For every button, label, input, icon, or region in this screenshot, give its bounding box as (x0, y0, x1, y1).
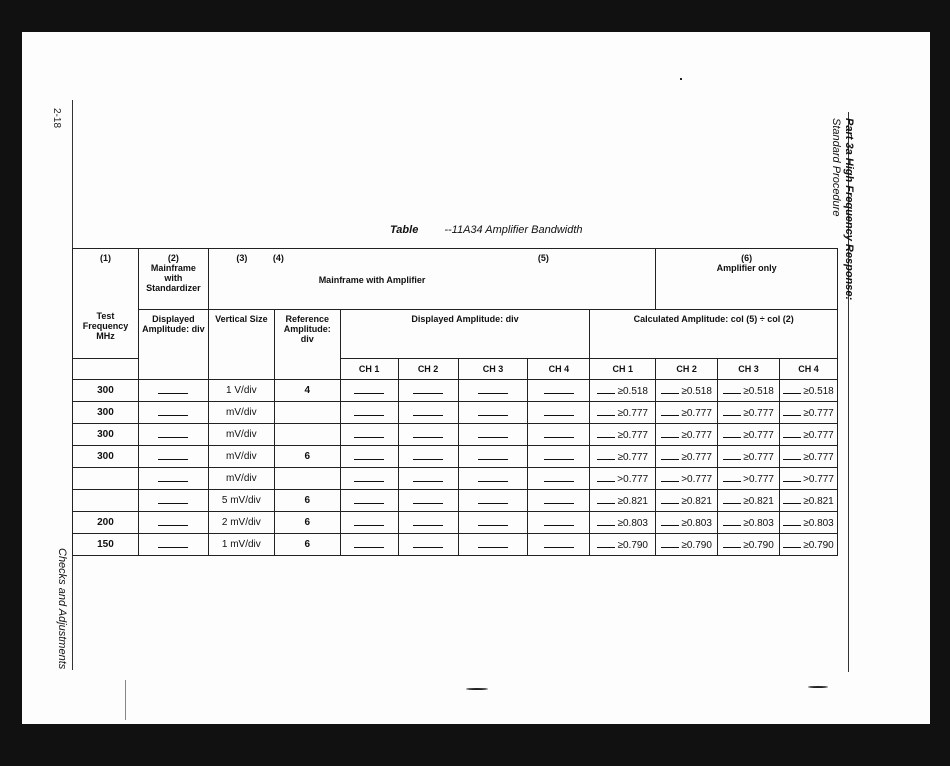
ch3-cell (458, 380, 528, 402)
std-amplitude-cell (138, 446, 208, 468)
calc-ch2-cell: ≥0.777 (656, 446, 718, 468)
calc-ch1-cell: ≥0.790 (590, 534, 656, 556)
table-row (73, 380, 838, 402)
scan-speck (466, 688, 488, 690)
std-amplitude-cell (138, 424, 208, 446)
section-title-main: Part 3a High Frequency Response: (843, 118, 855, 301)
ch3-cell (458, 490, 528, 512)
reference-cell (274, 424, 340, 446)
table-row (73, 490, 838, 512)
calc-ch4-cell: >0.777 (780, 468, 838, 490)
calc-ch1-header: CH 1 (590, 359, 656, 380)
calc-ch2-cell: ≥0.790 (656, 534, 718, 556)
ch1-cell (340, 490, 398, 512)
page-number: 2-18 (51, 108, 62, 129)
std-amplitude-cell (138, 490, 208, 512)
ch2-cell (398, 424, 458, 446)
bandwidth-table (72, 248, 838, 556)
ch3-cell (458, 512, 528, 534)
vertical-size-cell: mV/div (208, 402, 274, 424)
col5-label-header: Displayed Amplitude: div (340, 310, 590, 359)
vertical-size-cell: mV/div (208, 468, 274, 490)
section-title-sub: Standard Procedure (830, 118, 842, 217)
calc-ch4-cell: ≥0.821 (780, 490, 838, 512)
calc-ch3-cell: ≥0.803 (718, 512, 780, 534)
mainframe-group-header: (3) (4) (5) Mainframe with Amplifier (208, 249, 655, 310)
calc-ch1-cell: ≥0.821 (590, 490, 656, 512)
reference-cell: 6 (274, 534, 340, 556)
col6-title-header: (6) Amplifier only (656, 249, 838, 310)
ch1-cell (340, 446, 398, 468)
calc-ch1-cell: >0.777 (590, 468, 656, 490)
calc-ch4-cell: ≥0.777 (780, 446, 838, 468)
col3-label-header: Vertical Size (208, 310, 274, 380)
std-amplitude-cell (138, 534, 208, 556)
freq-cell (73, 490, 139, 512)
col2-label-header: Displayed Amplitude: div (138, 310, 208, 380)
reference-cell: 4 (274, 380, 340, 402)
vertical-size-cell: 5 mV/div (208, 490, 274, 512)
calc-ch2-cell: ≥0.518 (656, 380, 718, 402)
calc-ch2-header: CH 2 (656, 359, 718, 380)
freq-cell: 150 (73, 534, 139, 556)
calc-ch2-cell: ≥0.777 (656, 424, 718, 446)
ch4-cell (528, 490, 590, 512)
ch2-cell (398, 380, 458, 402)
ch4-cell (528, 424, 590, 446)
col1-header: (1) Test Frequency MHz (73, 249, 139, 359)
table-row (73, 534, 838, 556)
calc-ch4-cell: ≥0.777 (780, 402, 838, 424)
table-row (73, 512, 838, 534)
calc-ch2-cell: ≥0.821 (656, 490, 718, 512)
ch4-cell (528, 446, 590, 468)
freq-cell (73, 468, 139, 490)
reference-cell (274, 402, 340, 424)
reference-cell (274, 468, 340, 490)
vertical-size-cell: 2 mV/div (208, 512, 274, 534)
freq-cell: 300 (73, 402, 139, 424)
ch3-cell (458, 534, 528, 556)
caption-label: Table (390, 224, 419, 236)
scan-speck (808, 686, 828, 688)
calc-ch3-cell: ≥0.777 (718, 402, 780, 424)
calc-ch1-cell: ≥0.777 (590, 424, 656, 446)
calc-ch3-cell: >0.777 (718, 468, 780, 490)
table-row (73, 402, 838, 424)
std-amplitude-cell (138, 512, 208, 534)
std-amplitude-cell (138, 380, 208, 402)
ch3-cell (458, 468, 528, 490)
freq-cell: 300 (73, 424, 139, 446)
calc-ch2-cell: ≥0.777 (656, 402, 718, 424)
calc-ch4-cell: ≥0.518 (780, 380, 838, 402)
std-amplitude-cell (138, 402, 208, 424)
std-amplitude-cell (138, 468, 208, 490)
ch4-cell (528, 534, 590, 556)
ch1-cell (340, 424, 398, 446)
calc-ch3-cell: ≥0.777 (718, 424, 780, 446)
ch1-cell (340, 468, 398, 490)
ch2-cell (398, 534, 458, 556)
ch1-cell (340, 402, 398, 424)
table-row (73, 424, 838, 446)
ch4-cell (528, 402, 590, 424)
vertical-size-cell: mV/div (208, 424, 274, 446)
ch4-cell (528, 380, 590, 402)
ch1-header: CH 1 (340, 359, 398, 380)
ch1-cell (340, 534, 398, 556)
scan-speck (680, 78, 682, 80)
calc-ch4-cell: ≥0.803 (780, 512, 838, 534)
calc-ch3-header: CH 3 (718, 359, 780, 380)
calc-ch1-cell: ≥0.518 (590, 380, 656, 402)
ch2-cell (398, 446, 458, 468)
vertical-size-cell: 1 mV/div (208, 534, 274, 556)
ch3-cell (458, 402, 528, 424)
vertical-size-cell: mV/div (208, 446, 274, 468)
col6-label-header: Calculated Amplitude: col (5) ÷ col (2) (590, 310, 838, 359)
ch2-cell (398, 468, 458, 490)
ch2-header: CH 2 (398, 359, 458, 380)
caption-text: --11A34 Amplifier Bandwidth (444, 224, 583, 236)
table-row (73, 468, 838, 490)
ch4-header: CH 4 (528, 359, 590, 380)
ch3-cell (458, 424, 528, 446)
calc-ch3-cell: ≥0.518 (718, 380, 780, 402)
ch4-cell (528, 512, 590, 534)
ch2-cell (398, 490, 458, 512)
col4-label-header: Reference Amplitude: div (274, 310, 340, 380)
table-caption (390, 224, 583, 236)
calc-ch3-cell: ≥0.821 (718, 490, 780, 512)
calc-ch3-cell: ≥0.777 (718, 446, 780, 468)
freq-cell: 300 (73, 446, 139, 468)
col1-spacer (73, 359, 139, 380)
ch1-cell (340, 512, 398, 534)
col2-title-header: (2) Mainframe with Standardizer (138, 249, 208, 310)
reference-cell: 6 (274, 446, 340, 468)
calc-ch4-header: CH 4 (780, 359, 838, 380)
calc-ch1-cell: ≥0.803 (590, 512, 656, 534)
freq-cell: 300 (73, 380, 139, 402)
calc-ch2-cell: >0.777 (656, 468, 718, 490)
chapter-footer: Checks and Adjustments (56, 548, 68, 670)
table-row (73, 446, 838, 468)
reference-cell: 6 (274, 490, 340, 512)
ch4-cell (528, 468, 590, 490)
ch3-cell (458, 446, 528, 468)
scan-speck (125, 680, 126, 720)
calc-ch2-cell: ≥0.803 (656, 512, 718, 534)
vertical-size-cell: 1 V/div (208, 380, 274, 402)
reference-cell: 6 (274, 512, 340, 534)
calc-ch3-cell: ≥0.790 (718, 534, 780, 556)
ch3-header: CH 3 (458, 359, 528, 380)
freq-cell: 200 (73, 512, 139, 534)
calc-ch1-cell: ≥0.777 (590, 402, 656, 424)
calc-ch4-cell: ≥0.790 (780, 534, 838, 556)
ch1-cell (340, 380, 398, 402)
calc-ch1-cell: ≥0.777 (590, 446, 656, 468)
calc-ch4-cell: ≥0.777 (780, 424, 838, 446)
ch2-cell (398, 512, 458, 534)
ch2-cell (398, 402, 458, 424)
